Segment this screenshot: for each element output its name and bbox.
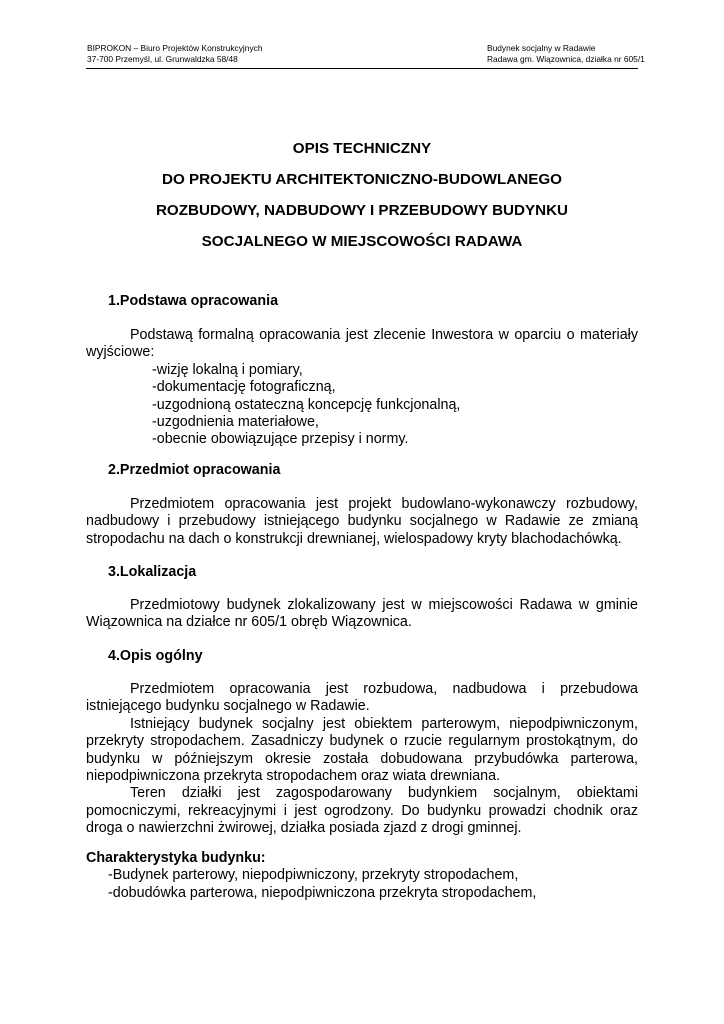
- section-4-heading: 4.Opis ogólny: [108, 648, 203, 664]
- section-4-body: [86, 681, 638, 838]
- section-2-body: [86, 496, 638, 548]
- header-right: [487, 43, 645, 65]
- title-line-1: OPIS TECHNICZNY: [292, 140, 432, 157]
- characteristics-block: [86, 850, 638, 902]
- header-left: [87, 43, 262, 65]
- section-3-heading: 3.Lokalizacja: [108, 564, 197, 580]
- section-1-item: -wizję lokalną i pomiary,: [152, 361, 303, 378]
- header-company-address: 37-700 Przemyśl, ul. Grunwaldzka 58/48: [87, 54, 238, 64]
- characteristics-item: -dobudówka parterowa, niepodpiwniczona przekryta stropodachem,: [108, 884, 537, 901]
- section-4-paragraph: Teren działki jest zagospodarowany budynkiem socjalnym, obiektami pomocniczymi, rekreacyjnymi i jest ogrodzony. Do budynku prowadzi chodnik oraz droga o nawierzchni żwirowej, działka posiada zjazd z drogi gminnej.: [86, 785, 638, 837]
- section-1-item: -dokumentację fotograficzną,: [152, 379, 336, 396]
- section-3-body: [86, 597, 638, 632]
- header-company-name: BIPROKON – Biuro Projektów Konstrukcyjnych: [87, 43, 263, 53]
- page-header: [86, 42, 645, 69]
- section-3-text: Przedmiotowy budynek zlokalizowany jest w miejscowości Radawa w gminie Wiązownica na działce nr 605/1 obręb Wiązownica.: [86, 597, 638, 631]
- section-2-heading: 2.Przedmiot opracowania: [108, 462, 281, 478]
- header-project-location: Radawa gm. Wiązownica, działka nr 605/1: [487, 54, 645, 64]
- document-title: [0, 133, 724, 257]
- section-1-heading: 1.Podstawa opracowania: [108, 293, 279, 309]
- section-2-text: Przedmiotem opracowania jest projekt budowlano-wykonawczy rozbudowy, nadbudowy i przebudowy istniejącego budynku socjalnego w Radawie ze zmianą stropodachu na dach o konstrukcji drewnianej, wielospadowy kryty blachodachówką.: [86, 496, 638, 547]
- section-1-item: -uzgodnienia materiałowe,: [152, 414, 319, 431]
- characteristics-item: -Budynek parterowy, niepodpiwniczony, przekryty stropodachem,: [108, 867, 519, 884]
- section-4-paragraph: Istniejący budynek socjalny jest obiektem parterowym, niepodpiwniczonym, przekryty stropodachem. Zasadniczy budynek o rzucie regularnym prostokątnym, do budynku w późniejszym okresie została dobudowana przybudówka parterowa, niepodpiwniczona przekryta stropodachem oraz wiata drewniana.: [86, 715, 638, 785]
- title-line-3: ROZBUDOWY, NADBUDOWY I PRZEBUDOWY BUDYNKU: [155, 202, 569, 219]
- section-1-item: -obecnie obowiązujące przepisy i normy.: [152, 431, 409, 448]
- section-1-item: -uzgodnioną ostateczną koncepcję funkcjonalną,: [152, 396, 461, 413]
- title-line-2: DO PROJEKTU ARCHITEKTONICZNO-BUDOWLANEGO: [162, 171, 562, 188]
- section-4-paragraph: Przedmiotem opracowania jest rozbudowa, nadbudowa i przebudowa istniejącego budynku socjalnego w Radawie.: [86, 681, 638, 715]
- header-project-name: Budynek socjalny w Radawie: [487, 43, 596, 53]
- section-1-body: [86, 327, 638, 449]
- title-line-4: SOCJALNEGO W MIEJSCOWOŚCI RADAWA: [201, 233, 523, 250]
- characteristics-heading: Charakterystyka budynku:: [86, 850, 266, 866]
- section-1-intro: Podstawą formalną opracowania jest zlecenie Inwestora w oparciu o materiały wyjściowe:: [86, 327, 638, 361]
